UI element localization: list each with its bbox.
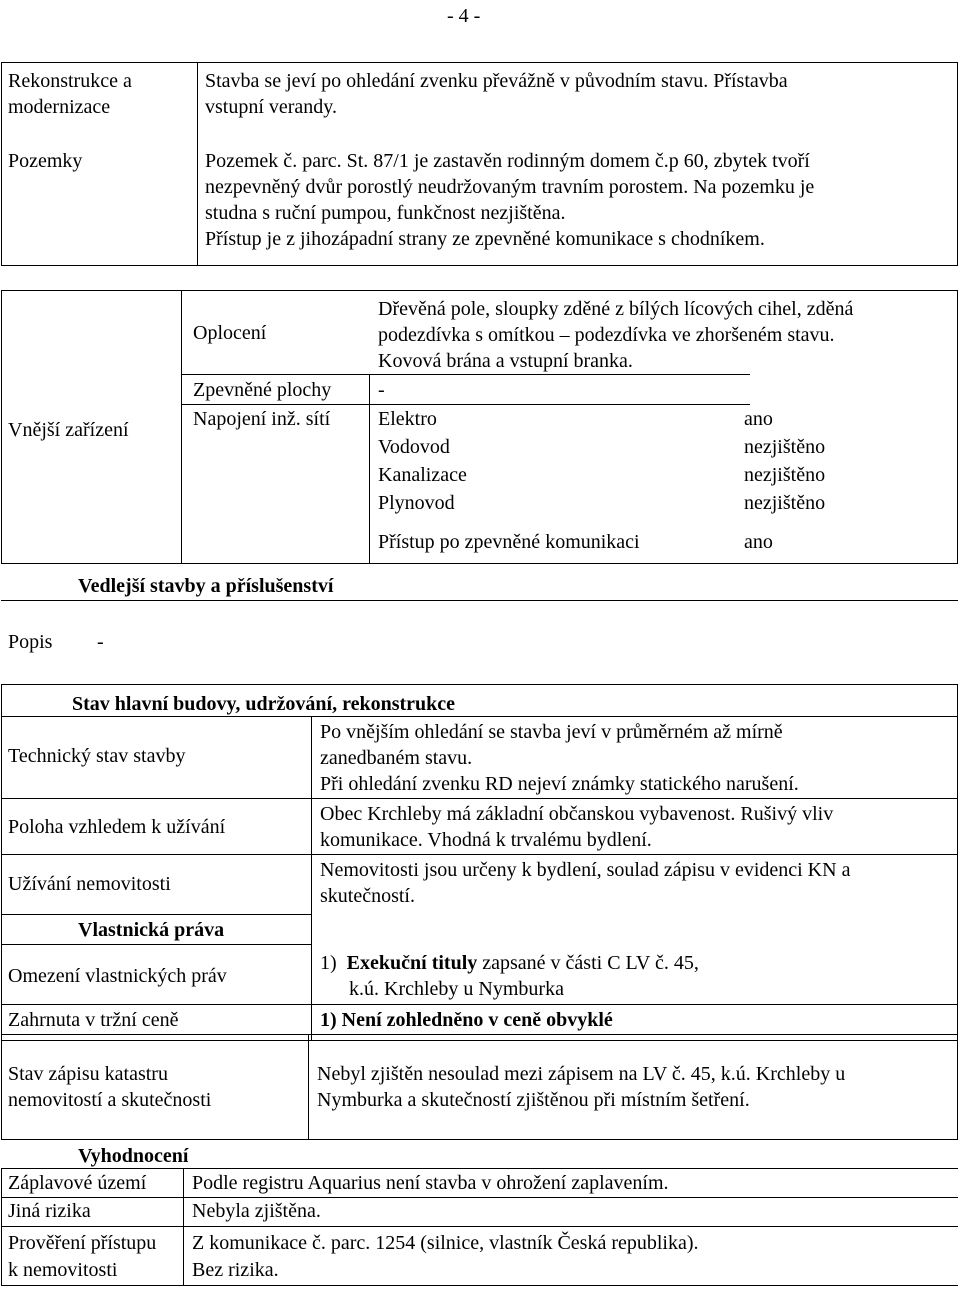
utility-value-electricity: ano	[744, 408, 773, 430]
heading-main-building-underline	[1, 716, 958, 717]
technical-state-line2: zanedbaném stavu.	[320, 747, 473, 769]
label-cadastre-line1: Stav zápisu katastru	[8, 1063, 168, 1085]
utility-value-gas: nezjištěno	[744, 492, 826, 514]
label-flood-zone: Záplavové území	[8, 1172, 147, 1194]
label-property-use: Užívání nemovitosti	[8, 873, 171, 895]
land-text-line4: Přístup je z jihozápadní strany ze zpevněné komunikace s chodníkem.	[205, 228, 765, 250]
access-paved-road-value: ano	[744, 531, 773, 553]
heading-outbuildings: Vedlejší stavby a příslušenství	[78, 575, 334, 597]
label-other-risks: Jiná rizika	[8, 1200, 91, 1222]
label-ownership-restrictions: Omezení vlastnických práv	[8, 965, 227, 987]
ownership-heading-underline	[1, 944, 312, 945]
flood-bottom-line	[1, 1197, 958, 1198]
main-building-divider	[311, 716, 312, 1040]
label-renovation-line1: Rekonstrukce a	[8, 70, 132, 92]
land-text-line1: Pozemek č. parc. St. 87/1 je zastavěn rodinným domem č.p 60, zbytek tvoří	[205, 150, 810, 172]
external-divider-inner	[369, 374, 370, 564]
cadastre-text-line1: Nebyl zjištěn nesoulad mezi zápisem na LV č. 45, k.ú. Krchleby u	[317, 1063, 846, 1085]
label-cadastre-line2: nemovitostí a skutečnosti	[8, 1089, 212, 1111]
ownership-restrictions-line1	[320, 950, 699, 976]
access-check-line2: Bez rizika.	[192, 1259, 279, 1281]
label-market-price: Zahrnuta v tržní ceně	[8, 1009, 179, 1031]
land-text-line2: nezpevněný dvůr porostlý neudržovaným travním porostem. Na pozemku je	[205, 176, 815, 198]
location-use-line2: komunikace. Vhodná k trvalému bydlení.	[320, 829, 652, 851]
label-utility-connections: Napojení inž. sítí	[193, 408, 331, 430]
renovation-text-line2: vstupní verandy.	[205, 96, 338, 118]
label-access-check-line1: Prověření přístupu	[8, 1232, 157, 1254]
external-divider-left	[181, 290, 182, 564]
label-land: Pozemky	[8, 150, 83, 172]
heading-evaluation: Vyhodnocení	[78, 1145, 189, 1167]
cadastre-divider	[308, 1034, 309, 1140]
paved-areas-value: -	[378, 379, 385, 401]
evaluation-bottom-line	[1, 1285, 958, 1286]
risks-bottom-line	[1, 1226, 958, 1227]
evaluation-divider	[183, 1168, 184, 1286]
restrictions-bottom-line	[1, 1004, 958, 1005]
evaluation-top-line	[1, 1168, 958, 1169]
access-paved-road: Přístup po zpevněné komunikaci	[378, 531, 640, 553]
fencing-text-line3: Kovová brána a vstupní branka.	[378, 350, 633, 372]
paved-top-line	[181, 374, 750, 375]
utility-name-sewer: Kanalizace	[378, 464, 467, 486]
label-location-use: Poloha vzhledem k užívání	[8, 816, 226, 838]
market-price-value: 1) Není zohledněno v ceně obvyklé	[320, 1009, 613, 1031]
page-number: - 4 -	[447, 5, 481, 27]
cadastre-text-line2: Nymburka a skutečností zjištěnou při místním šetření.	[317, 1089, 750, 1111]
main-building-top-line	[1, 684, 958, 685]
restriction-title: Exekuční tituly	[346, 952, 478, 974]
main-building-left-border	[1, 684, 2, 1040]
outbuildings-top-line	[1, 600, 958, 601]
label-fencing: Oplocení	[193, 322, 267, 344]
main-building-right-border	[957, 684, 958, 1040]
utility-value-sewer: nezjištěno	[744, 464, 826, 486]
renovation-text-line1: Stavba se jeví po ohledání zvenku převážně v původním stavu. Přístavba	[205, 70, 788, 92]
technical-bottom-line	[1, 798, 958, 799]
evaluation-left-border	[1, 1168, 2, 1286]
label-external-facilities: Vnější zařízení	[8, 419, 129, 441]
utility-name-electricity: Elektro	[378, 408, 437, 430]
property-use-bottom-line	[1, 914, 312, 915]
property-use-line2: skutečností.	[320, 885, 415, 907]
location-use-line1: Obec Krchleby má základní občanskou vybavenost. Rušivý vliv	[320, 803, 834, 825]
other-risks-value: Nebyla zjištěna.	[192, 1200, 321, 1222]
access-check-line1: Z komunikace č. parc. 1254 (silnice, vlastník Česká republika).	[192, 1232, 699, 1254]
heading-ownership-rights: Vlastnická práva	[78, 919, 225, 941]
section1-divider	[197, 62, 198, 266]
utility-name-gas: Plynovod	[378, 492, 455, 514]
fencing-text-line2: podezdívka s omítkou – podezdívka ve zhoršeném stavu.	[378, 324, 835, 346]
technical-state-line3: Při ohledání zvenku RD nejeví známky statického narušení.	[320, 773, 799, 795]
restriction-number: 1)	[320, 952, 337, 974]
paved-bottom-line	[181, 404, 750, 405]
label-access-check-line2: k nemovitosti	[8, 1259, 118, 1281]
label-renovation-line2: modernizace	[8, 96, 111, 118]
label-paved-areas: Zpevněné plochy	[193, 379, 332, 401]
restriction-rest: zapsané v části C LV č. 45,	[477, 952, 699, 974]
utility-value-water: nezjištěno	[744, 436, 826, 458]
utility-name-water: Vodovod	[378, 436, 450, 458]
flood-zone-value: Podle registru Aquarius není stavba v ohrožení zaplavením.	[192, 1172, 669, 1194]
heading-main-building: Stav hlavní budovy, udržování, rekonstrukce	[72, 693, 456, 715]
technical-state-line1: Po vnějším ohledání se stavba jeví v průměrném až mírně	[320, 721, 783, 743]
property-use-line1: Nemovitosti jsou určeny k bydlení, soulad zápisu v evidenci KN a	[320, 859, 851, 881]
location-bottom-line	[1, 854, 958, 855]
description-value: -	[97, 631, 104, 653]
land-text-line3: studna s ruční pumpou, funkčnost nezjištěna.	[205, 202, 566, 224]
ownership-restrictions-line2: k.ú. Krchleby u Nymburka	[349, 978, 564, 1000]
fencing-text-line1: Dřevěná pole, sloupky zděné z bílých lícových cihel, zděná	[378, 298, 854, 320]
label-technical-state: Technický stav stavby	[8, 745, 186, 767]
label-description: Popis	[8, 631, 53, 653]
